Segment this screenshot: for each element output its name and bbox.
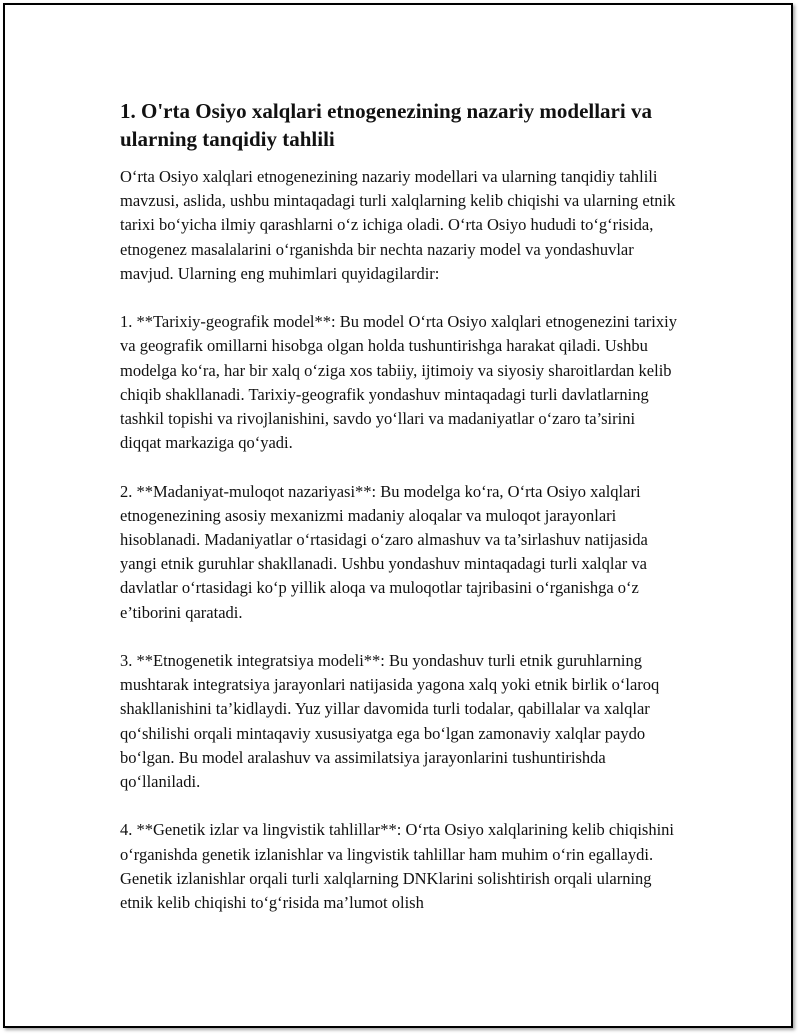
document-body [120, 97, 680, 939]
paragraph-genetic-linguistic-analysis: 4. **Genetik izlar va lingvistik tahlillar**: O‘rta Osiyo xalqlarining kelib chiqishini o‘rganishda genetik izlanishlar va lingvistik tahlillar ham muhim o‘rin egallaydi. Genetik izlanishlar orqali turli xalqlarning DNKlarini solishtirish orqali ularning etnik kelib chiqishi to‘g‘risida ma’lumot olish [120, 820, 675, 913]
paragraph-culture-communication-theory: 2. **Madaniyat-muloqot nazariyasi**: Bu modelga ko‘ra, O‘rta Osiyo xalqlari etnogenezining asosiy mexanizmi madaniy aloqalar va muloqot jarayonlari hisoblanadi. Madaniyatlar o‘rtasidagi o‘zaro almashuv va ta’sirlashuv natijasida yangi etnik guruhlar shakllanadi. Ushbu yondashuv mintaqadagi turli xalqlar va davlatlar o‘rtasidagi ko‘p yillik aloqa va muloqotlar tajribasini o‘rganishga o‘z e’tiborini qaratadi. [120, 481, 648, 622]
paragraph-historical-geographic-model: 1. **Tarixiy-geografik model**: Bu model O‘rta Osiyo xalqlari etnogenezini tarixiy va geografik omillarni hisobga olgan holda tushuntirishga harakat qiladi. Ushbu modelga ko‘ra, har bir xalq o‘ziga xos tabiiy, ijtimoiy va siyosiy sharoitlardan kelib chiqib shakllanadi. Tarixiy-geografik yondashuv mintaqadagi turli davlatlarning tashkil topishi va rivojlanishini, savdo yo‘llari va madaniyatlar o‘zaro ta’sirini diqqat markaziga qo‘yadi. [120, 312, 677, 453]
section-heading: 1. O'rta Osiyo xalqlari etnogenezining nazariy modellari va ularning tanqidiy tahlili [120, 99, 652, 151]
paragraph-ethnogenetic-integration-model: 3. **Etnogenetik integratsiya modeli**: Bu yondashuv turli etnik guruhlarning mushtarak integratsiya jarayonlari natijasida yagona xalq yoki etnik birlik o‘laroq shakllanishini ta’kidlaydi. Yuz yillar davomida turli todalar, qabillalar va xalqlar qo‘shilishi orqali mintaqaviy xususiyatga ega bo‘lgan zamonaviy xalqlar paydo bo‘lgan. Bu model aralashuv va assimilatsiya jarayonlarini tushuntirishda qo‘llaniladi. [120, 651, 660, 792]
document-page [3, 3, 793, 1028]
intro-paragraph: O‘rta Osiyo xalqlari etnogenezining nazariy modellari va ularning tanqidiy tahlili mavzusi, aslida, ushbu mintaqadagi turli xalqlarning kelib chiqishi va ularning etnik tarixi bo‘yicha ilmiy qarashlarni o‘z ichiga oladi. O‘rta Osiyo hududi to‘g‘risida, etnogenez masalalarini o‘rganishda bir nechta nazariy model va yondashuvlar mavjud. Ularning eng muhimlari quyidagilardir: [120, 167, 676, 283]
